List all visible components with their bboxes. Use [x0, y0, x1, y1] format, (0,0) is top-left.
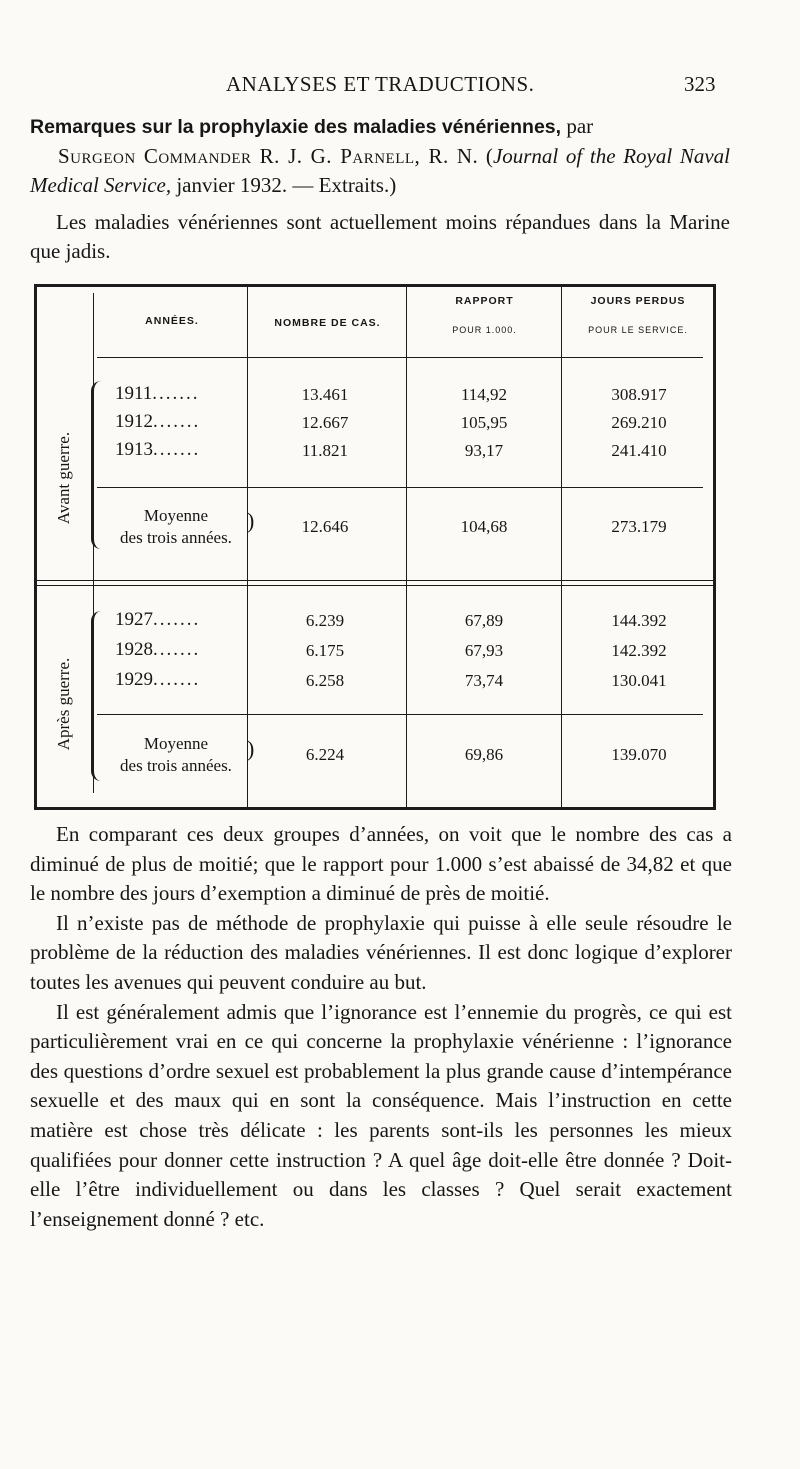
- cas-avg-avant: 12.646: [301, 517, 349, 536]
- header-rule: [97, 357, 703, 358]
- cas-avg-apres: 6.224: [305, 745, 345, 764]
- brace-apres: [91, 611, 102, 781]
- table-rule-col2: [406, 287, 407, 807]
- avg-brace-apres: ): [247, 736, 255, 761]
- avg-brace-avant: ): [247, 508, 255, 533]
- article-journal: Journal of the Royal Naval Medical Service,: [30, 144, 731, 197]
- article-intro: [30, 112, 730, 266]
- brace-avant: [91, 381, 102, 549]
- article-heading: Remarques sur la prophylaxie des maladies vénériennes, par Surgeon Commander R. J. G. Parnell, R. N. (Journal of the Royal Naval Medical Service, janvier 1932. — Extraits.): [30, 114, 731, 197]
- rapport-1928: 67,93: [464, 641, 504, 660]
- body-text: [30, 820, 732, 1234]
- group-label-avant: Avant guerre.: [54, 431, 73, 525]
- header-nombre: NOMBRE DE CAS.: [274, 317, 381, 329]
- header-rapport: RAPPORT: [455, 295, 514, 307]
- article-title: Remarques sur la prophylaxie des maladies vénériennes,: [30, 116, 562, 138]
- group-label-apres: Après guerre.: [54, 657, 73, 751]
- running-header: [0, 72, 800, 106]
- jours-avg-apres: 139.070: [611, 745, 667, 764]
- jours-1929: 130.041: [611, 671, 667, 690]
- cas-1929: 6.258: [305, 671, 345, 690]
- page-number: 323: [684, 72, 716, 96]
- apres-avg-rule: [97, 714, 703, 715]
- rapport-1911: 114,92: [460, 385, 508, 404]
- year-row-1929: 1929.......: [115, 669, 201, 690]
- jours-1911: 308.917: [611, 385, 667, 404]
- rapport-1912: 105,95: [460, 413, 508, 432]
- year-row-1928: 1928.......: [115, 639, 201, 660]
- article-date: janvier 1932.: [176, 173, 288, 197]
- header-jours-sub: POUR LE SERVICE.: [588, 325, 688, 335]
- rapport-1927: 67,89: [464, 611, 504, 630]
- period-separator: [37, 580, 713, 586]
- header-jours: JOURS PERDUS: [590, 295, 686, 307]
- running-title: ANALYSES ET TRADUCTIONS.: [226, 72, 535, 96]
- rapport-1913: 93,17: [464, 441, 504, 460]
- paragraph-3: Il est généralement admis que l’ignorance est l’ennemie du progrès, ce qui est particulièrement vrai en ce qui concerne la prophylaxie vénérienne : l’ignorance des questions d’ordre sexuel est probablement la plus grande cause d’intempérance sexuelle et des maux qui en sont la conséquence. Mais l’instruction en cette matière est chose très délicate : les parents sont-ils les personnes les mieux qualifiées pour donner cette instruction ? A quel âge doit-elle être donnée ? Doit-elle l’être individuellement ou dans les classes ? Quel serait exactement l’enseignement donné ? etc.: [30, 999, 732, 1231]
- avg-label-avant: Moyenne des trois années.: [120, 506, 232, 547]
- cas-1911: 13.461: [301, 385, 349, 404]
- jours-1913: 241.410: [611, 441, 667, 460]
- cas-1927: 6.239: [305, 611, 345, 630]
- year-row-1912: 1912.......: [115, 411, 201, 432]
- table-rule-col3: [561, 287, 562, 807]
- jours-1928: 142.392: [611, 641, 667, 660]
- header-annees: ANNÉES.: [145, 315, 199, 327]
- year-row-1927: 1927.......: [115, 609, 201, 630]
- paragraph-2: Il n’existe pas de méthode de prophylaxie qui puisse à elle seule résoudre le problème de la réduction des maladies vénériennes. Il est donc logique d’explorer toutes les avenues qui peuvent conduire au but.: [30, 910, 732, 994]
- rapport-1929: 73,74: [464, 671, 504, 690]
- paragraph-1: En comparant ces deux groupes d’années, on voit que le nombre des cas a diminué de plus de moitié; que le rapport pour 1.000 s’est abaissé de 34,82 et que le nombre des jours d’exemption a diminué de près de moitié.: [30, 822, 732, 906]
- avant-avg-rule: [97, 487, 703, 488]
- statistics-table: [34, 284, 716, 810]
- article-title-par: par: [566, 114, 594, 138]
- avg-label-apres: Moyenne des trois années.: [120, 734, 232, 775]
- cas-1913: 11.821: [301, 441, 349, 460]
- article-author: Surgeon Commander R. J. G. Parnell, R. N.: [58, 144, 479, 168]
- intro-paragraph: Les maladies vénériennes sont actuellement moins répandues dans la Marine que jadis.: [30, 210, 730, 263]
- jours-avg-avant: 273.179: [611, 517, 667, 536]
- rapport-avg-avant: 104,68: [460, 517, 508, 536]
- year-row-1913: 1913.......: [115, 439, 201, 460]
- rapport-avg-apres: 69,86: [464, 745, 504, 764]
- article-note: — Extraits.): [292, 173, 397, 197]
- cas-1928: 6.175: [305, 641, 345, 660]
- cas-1912: 12.667: [301, 413, 349, 432]
- jours-1912: 269.210: [611, 413, 667, 432]
- header-rapport-sub: POUR 1.000.: [452, 325, 517, 335]
- year-row-1911: 1911.......: [115, 383, 200, 404]
- jours-1927: 144.392: [611, 611, 667, 630]
